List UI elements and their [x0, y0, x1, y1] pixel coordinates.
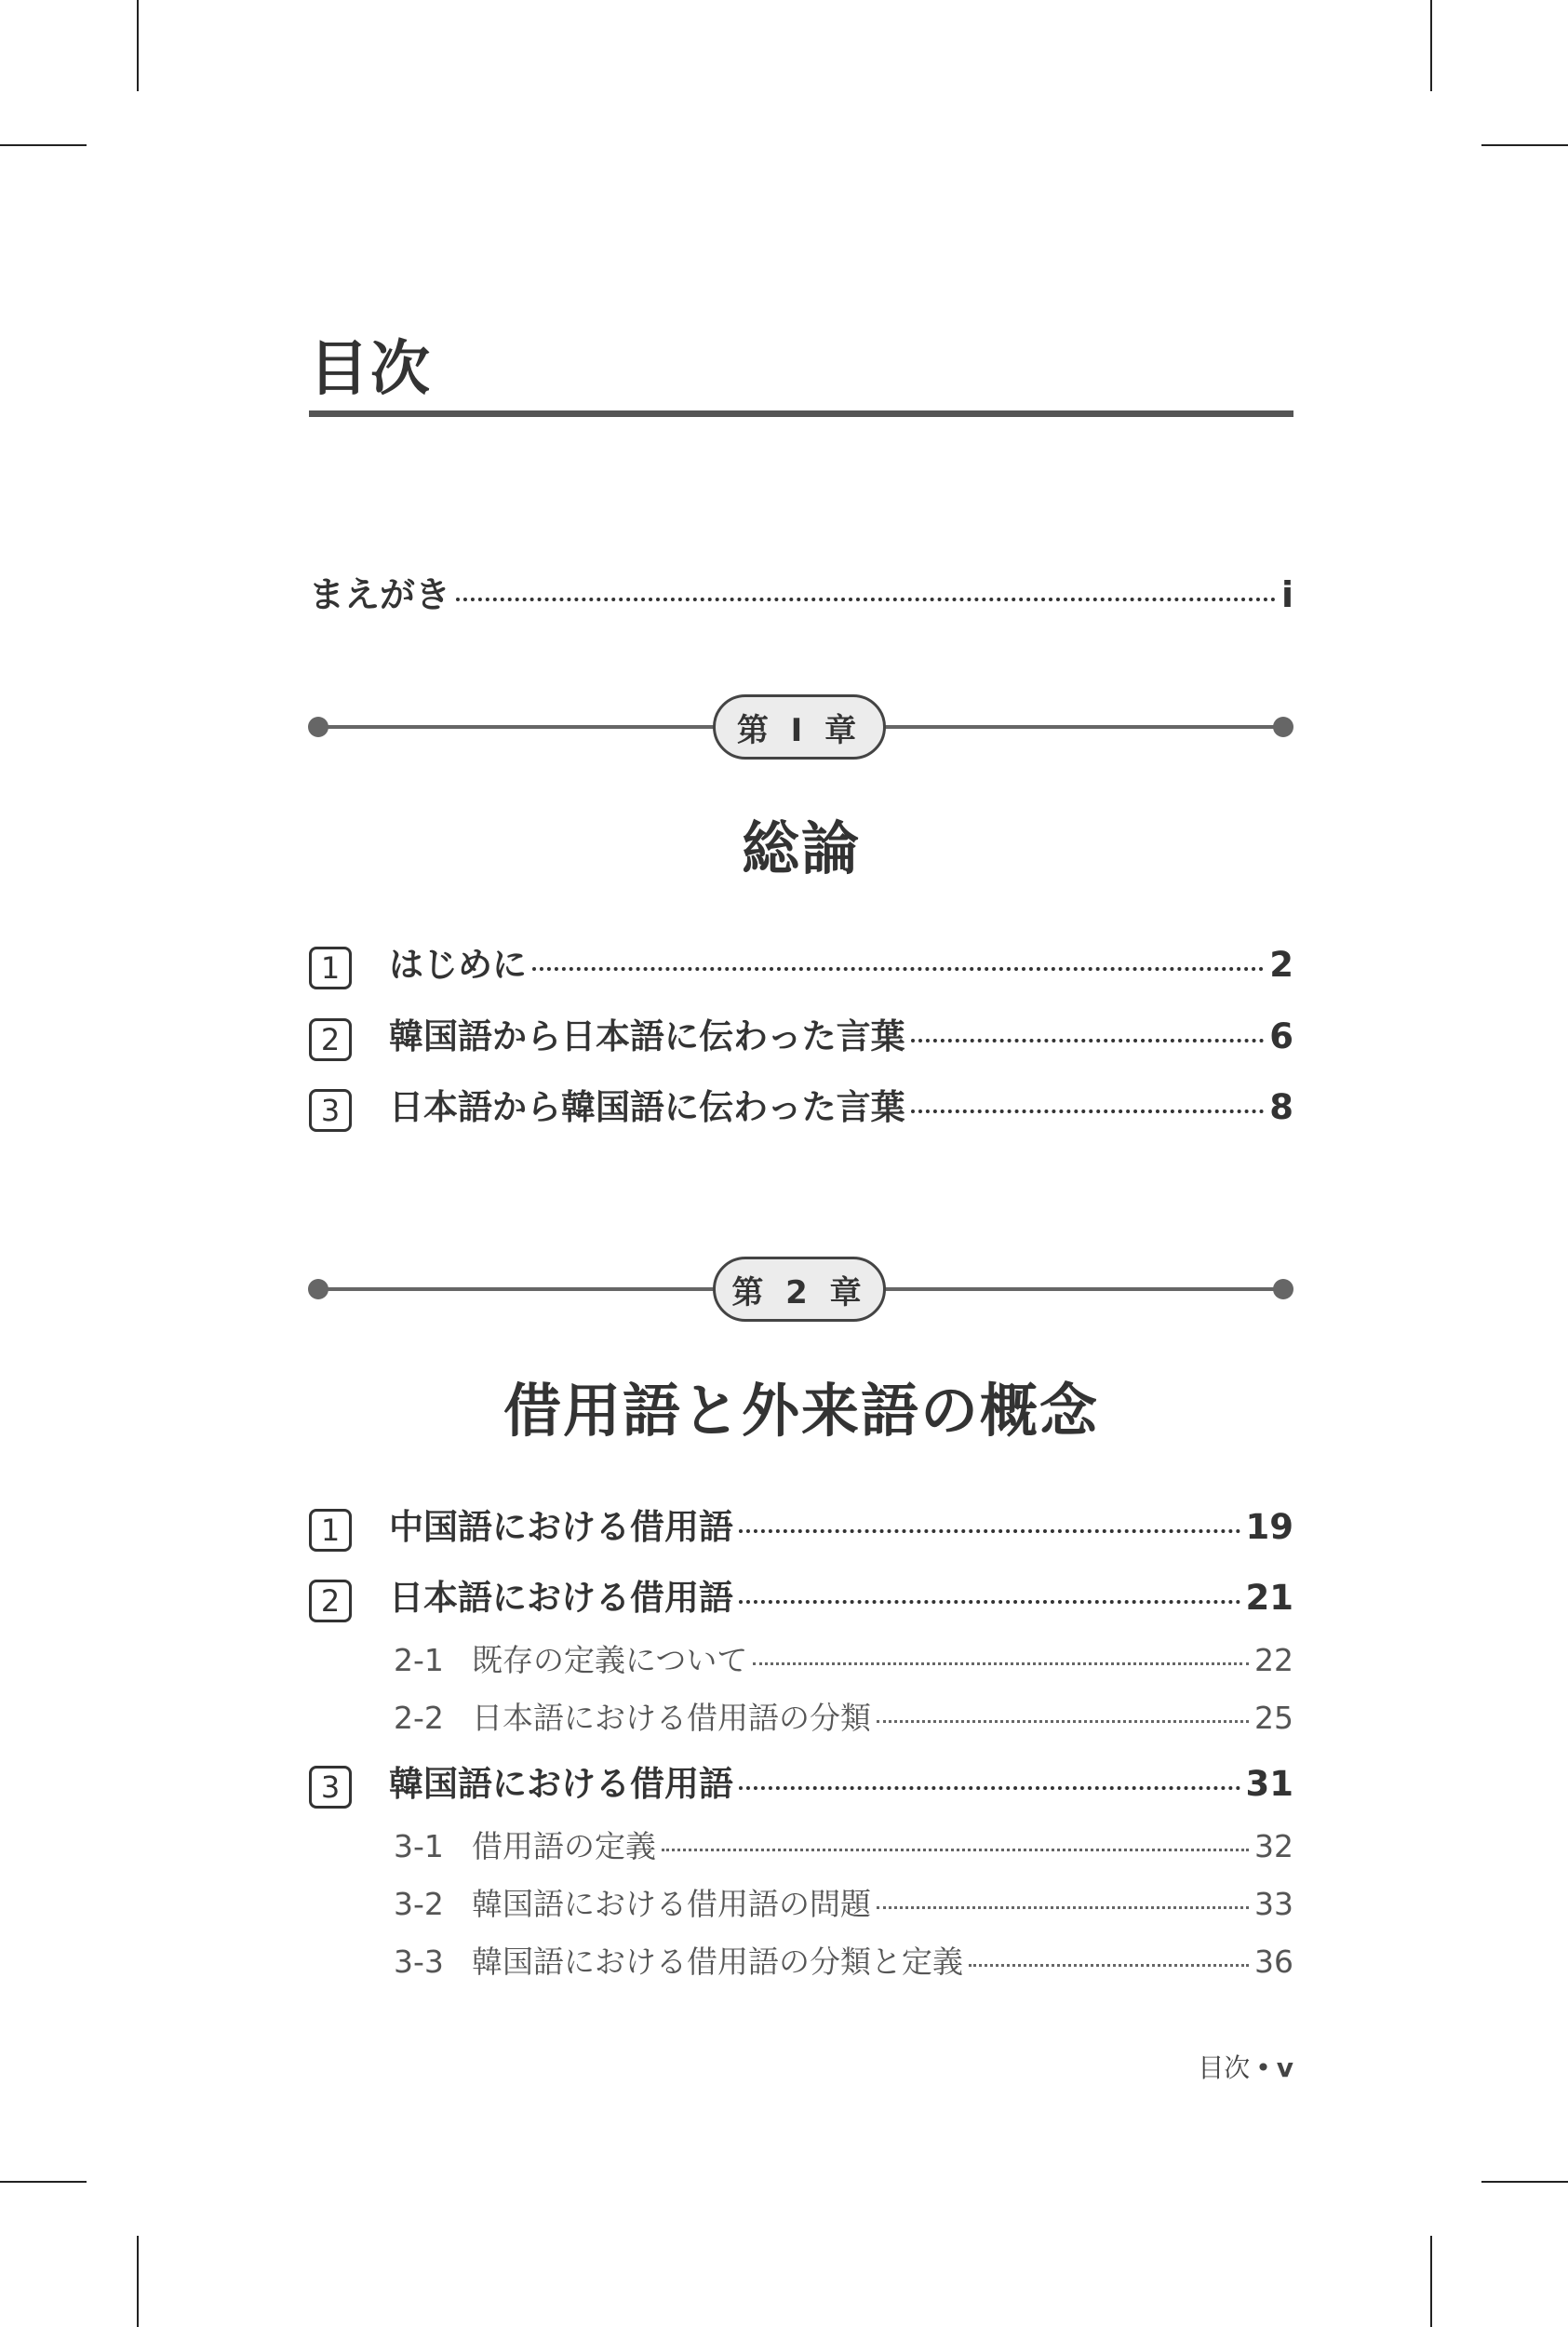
page-title: 目次 — [309, 335, 432, 404]
toc-entry-label: まえがき — [309, 574, 451, 615]
subsection-page: 36 — [1254, 1944, 1293, 1980]
dot-leader — [911, 1110, 1265, 1113]
toc-subsection[interactable] — [394, 1880, 1293, 1924]
section-number-box: 2 — [309, 1580, 352, 1622]
toc-section[interactable] — [309, 1079, 1293, 1130]
section-label: 韓国語から日本語に伝わった言葉 — [389, 1016, 905, 1056]
divider-dot — [1273, 1279, 1293, 1299]
crop-mark — [1430, 0, 1432, 91]
divider-dot — [1273, 717, 1293, 737]
toc-entry-page: i — [1280, 574, 1293, 615]
subsection-label: 韓国語における借用語の問題 — [472, 1886, 871, 1922]
subsection-page: 33 — [1254, 1886, 1293, 1922]
section-number-box: 1 — [309, 1509, 352, 1552]
subsection-label: 借用語の定義 — [472, 1828, 656, 1864]
toc-subsection[interactable] — [394, 1938, 1293, 1982]
subsection-number: 3-2 — [394, 1886, 444, 1922]
toc-section[interactable] — [309, 1008, 1293, 1059]
toc-subsection[interactable] — [394, 1823, 1293, 1866]
dot-leader — [739, 1600, 1240, 1604]
dot-leader — [911, 1039, 1265, 1042]
chapter-2-title: 借用語と外来語の概念 — [503, 1377, 1099, 1445]
chapter-1-title: 総論 — [741, 814, 861, 882]
toc-section[interactable] — [309, 1569, 1293, 1621]
toc-subsection[interactable] — [394, 1636, 1293, 1680]
section-number-box: 2 — [309, 1018, 352, 1061]
toc-entry-preface[interactable] — [309, 566, 1293, 617]
section-page: 6 — [1269, 1016, 1293, 1056]
subsection-label: 日本語における借用語の分類 — [472, 1700, 871, 1736]
crop-mark — [0, 2181, 87, 2183]
section-page: 31 — [1245, 1764, 1293, 1804]
footer-label: 目次 — [1198, 2052, 1251, 2083]
toc-section[interactable] — [309, 1499, 1293, 1550]
subsection-page: 22 — [1254, 1642, 1293, 1678]
title-rule — [309, 410, 1293, 417]
crop-mark — [1430, 2236, 1432, 2327]
section-page: 8 — [1269, 1087, 1293, 1127]
crop-mark — [137, 0, 139, 91]
section-label: 中国語における借用語 — [389, 1507, 733, 1547]
subsection-number: 2-2 — [394, 1700, 444, 1736]
page-footer — [1070, 2048, 1293, 2085]
section-label: 日本語における借用語 — [389, 1578, 733, 1618]
crop-mark — [137, 2236, 139, 2327]
subsection-label: 既存の定義について — [472, 1642, 748, 1678]
crop-mark — [1481, 2181, 1568, 2183]
subsection-page: 25 — [1254, 1700, 1293, 1736]
dot-leader — [753, 1662, 1249, 1665]
section-number-box: 1 — [309, 947, 352, 989]
dot-leader — [456, 598, 1276, 601]
dot-leader — [532, 967, 1264, 971]
section-number-box: 3 — [309, 1766, 352, 1809]
chapter-1-badge: 第 I 章 — [713, 694, 886, 760]
dot-leader — [662, 1849, 1249, 1851]
footer-page-number: v — [1276, 2052, 1293, 2083]
divider-dot — [308, 717, 328, 737]
section-number-box: 3 — [309, 1089, 352, 1132]
section-page: 21 — [1245, 1578, 1293, 1618]
subsection-label: 韓国語における借用語の分類と定義 — [472, 1944, 963, 1980]
dot-leader — [969, 1964, 1249, 1967]
toc-section[interactable] — [309, 936, 1293, 988]
crop-mark — [1481, 144, 1568, 146]
section-label: はじめに — [389, 945, 527, 985]
section-label: 日本語から韓国語に伝わった言葉 — [389, 1087, 905, 1127]
subsection-number: 3-3 — [394, 1944, 444, 1980]
subsection-number: 2-1 — [394, 1642, 444, 1678]
toc-subsection[interactable] — [394, 1694, 1293, 1738]
dot-leader — [877, 1906, 1249, 1909]
section-page: 19 — [1245, 1507, 1293, 1547]
dot-leader — [739, 1529, 1240, 1533]
divider-dot — [308, 1279, 328, 1299]
section-page: 2 — [1269, 945, 1293, 985]
subsection-number: 3-1 — [394, 1828, 444, 1864]
chapter-2-badge: 第 2 章 — [713, 1257, 886, 1322]
footer-bullet: • — [1255, 2052, 1271, 2083]
dot-leader — [877, 1720, 1249, 1723]
crop-mark — [0, 144, 87, 146]
subsection-page: 32 — [1254, 1828, 1293, 1864]
dot-leader — [739, 1786, 1240, 1790]
section-label: 韓国語における借用語 — [389, 1764, 733, 1804]
toc-section[interactable] — [309, 1755, 1293, 1807]
